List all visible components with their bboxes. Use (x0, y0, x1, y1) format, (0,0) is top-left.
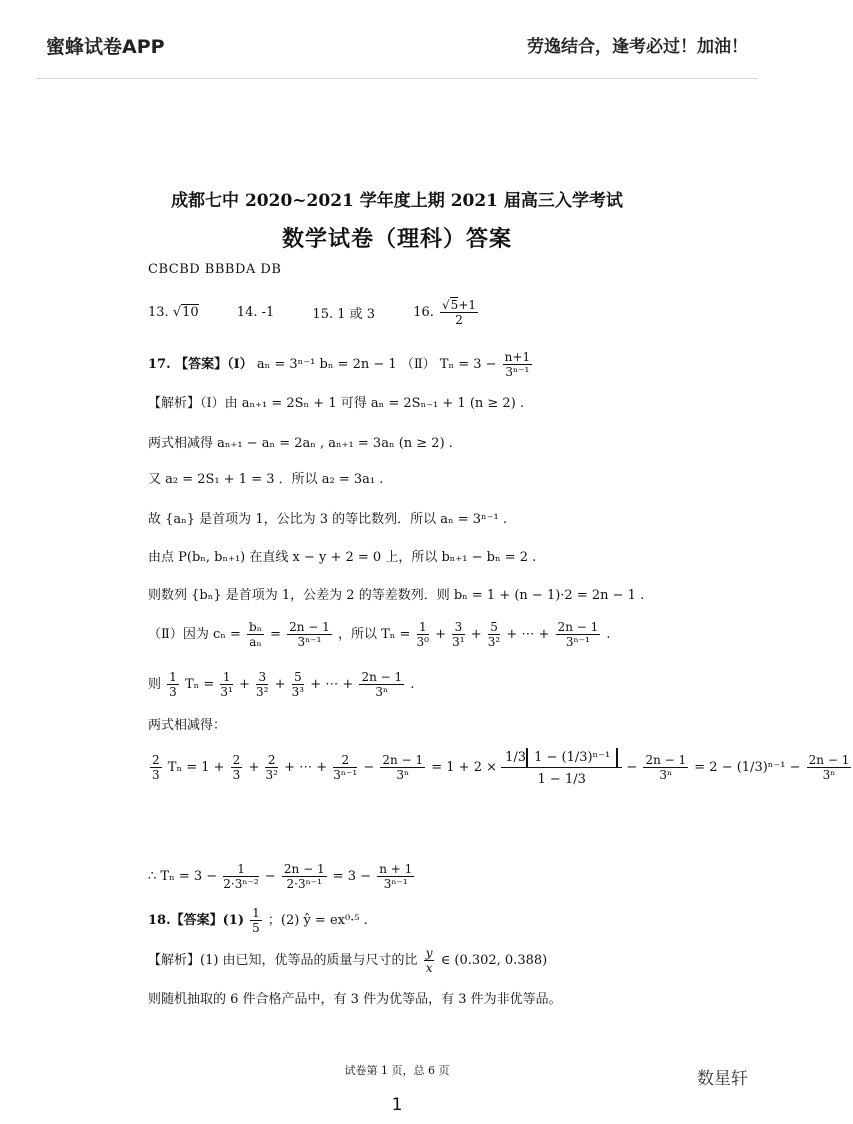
q17-final-result: ∴ Tₙ = 3 − $\frac{1}{\text{2·3ⁿ⁻²}}$ − $\frac{2n - 1}{\text{2·3ⁿ⁻¹}}$ = 3 − $\frac{n + 1}{\text{3ⁿ⁻¹}}$ (148, 862, 413, 891)
header-divider (36, 78, 758, 79)
header-slogan: 劳逸结合，逢考必过！加油！ (527, 37, 748, 57)
q17-solution-line-7: （Ⅱ）因为 cₙ = $\frac{\text{bₙ}}{\text{aₙ}}$ = $\frac{2n - 1}{\text{3ⁿ⁻¹}}$ ，所以 Tₙ = $\frac{1}{\text{3⁰}}$ + $\frac{3}{\text{3¹}}$ + $\frac{5}{\text{3²}}$ + ⋯ + $\frac{2n - 1}{\text{3ⁿ⁻¹}}$ . (148, 620, 611, 649)
answer-16: 16. $\frac{√5+1}{2}$ (413, 298, 477, 327)
q17-solution-line-3: 又 a₂ = 2S₁ + 1 = 3 ．所以 a₂ = 3a₁ . (148, 472, 384, 487)
brand-name: 蜜蜂试卷APP (46, 36, 165, 58)
app-header (0, 0, 794, 80)
fill-in-answers (148, 298, 514, 334)
geometric-sum-fraction: $\frac{\text{1/3 1 − (1/3)ⁿ⁻¹}}{1 - 1/3}$ (501, 748, 622, 787)
q17-subtraction-equation: $\frac{2}{3}$ Tₙ = 1 + $\frac{2}{3}$ + $\frac{2}{\text{3²}}$ + ⋯ + $\frac{2}{\text{3ⁿ⁻¹}}$ − $\frac{2n - 1}{\text{3ⁿ}}$ = 1 + 2 × $\frac{\text{1/3 1 − (1/3)ⁿ⁻¹}}{1 - 1/3}$ − $\frac{2n - 1}{\text{3ⁿ}}$ = 2 − (1/3)ⁿ⁻¹ − $\frac{2n - 1}{\text{3ⁿ}}$ (152, 750, 850, 787)
watermark: 数星轩 (697, 1069, 748, 1089)
q17-solution-line-2: 两式相减得 aₙ₊₁ − aₙ = 2aₙ , aₙ₊₁ = 3aₙ (n ≥ 2) . (148, 436, 453, 451)
q17-solution-line-5: 由点 P(bₙ, bₙ₊₁) 在直线 x − y + 2 = 0 上，所以 bₙ₊₁ − bₙ = 2 . (148, 550, 537, 565)
exam-title: 成都七中 2020~2021 学年度上期 2021 届高三入学考试 (171, 191, 623, 211)
q17-solution-line-9: 两式相减得： (148, 718, 227, 733)
q18-answer: 18.【答案】(1) $\frac{1}{5}$ ；(2) ŷ = ex⁰·⁵ . (148, 906, 368, 935)
q18-solution-line-1: 【解析】(1) 由已知，优等品的质量与尺寸的比 $\frac{y}{x}$ ∈ (0.302, 0.388) (148, 946, 548, 975)
q17-solution-line-4: 故 {aₙ} 是首项为 1，公比为 3 的等比数列．所以 aₙ = 3ⁿ⁻¹ . (148, 512, 508, 527)
paper-title: 数学试卷（理科）答案 (281, 226, 512, 252)
answer-15: 15. 1 或 3 (312, 307, 376, 322)
q17-solution-line-6: 则数列 {bₙ} 是首项为 1，公差为 2 的等差数列．则 bₙ = 1 + (n − 1)·2 = 2n − 1 . (148, 588, 645, 603)
q17-solution-line-1: 【解析】（Ⅰ）由 aₙ₊₁ = 2Sₙ + 1 可得 aₙ = 2Sₙ₋₁ + 1 (n ≥ 2) . (148, 396, 525, 411)
q18-solution-line-2: 则随机抽取的 6 件合格产品中，有 3 件为优等品，有 3 件为非优等品。 (148, 992, 562, 1007)
page-number: 1 (391, 1095, 403, 1115)
q17-solution-line-8: 则 $\frac{1}{3}$ Tₙ = $\frac{1}{\text{3¹}}$ + $\frac{3}{\text{3²}}$ + $\frac{5}{\text{3³}}$ + ⋯ + $\frac{2n - 1}{\text{3ⁿ}}$ . (148, 670, 415, 699)
answer-13: 13. √10 (148, 305, 199, 320)
q17-answer: 17. 【答案】（Ⅰ） aₙ = 3ⁿ⁻¹ bₙ = 2n − 1 （Ⅱ） Tₙ = 3 − $\frac{n+1}{\text{3ⁿ⁻¹}}$ (148, 350, 531, 379)
multiple-choice-answers: CBCBD BBBDA DB (148, 262, 282, 277)
page-info: 试卷第 1 页，总 6 页 (344, 1064, 450, 1077)
answer-14: 14. -1 (236, 305, 275, 320)
